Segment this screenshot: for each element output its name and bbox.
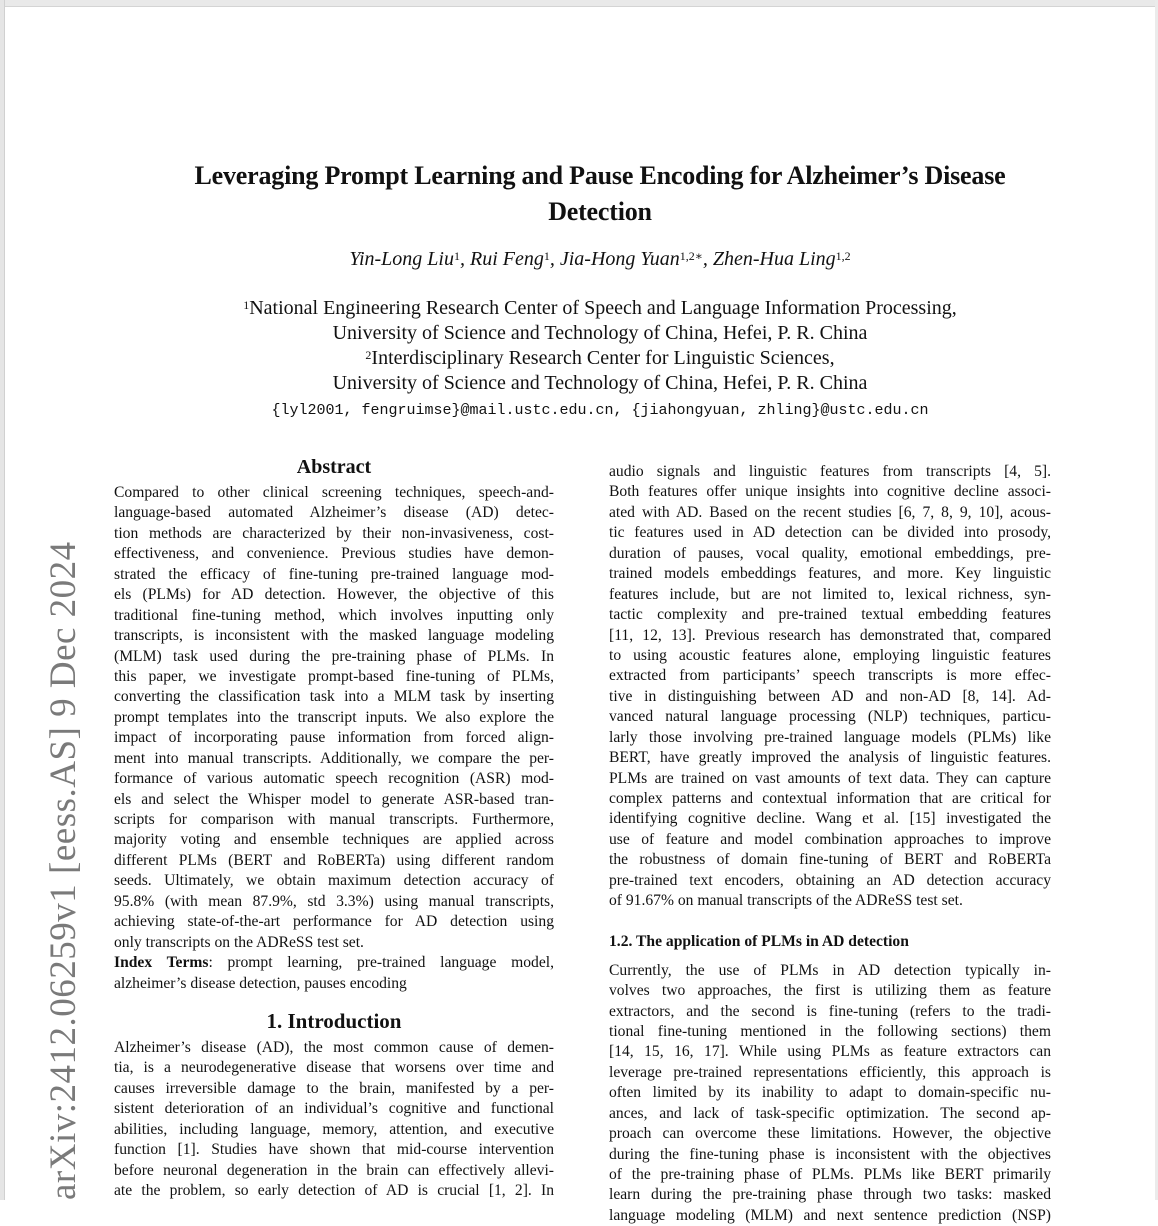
viewer-left-edge (0, 0, 5, 1200)
text-line: ate the problem, so early detection of AD is crucial [1, 2]. In (114, 1182, 554, 1199)
author-affiliation-marker: 1 (543, 249, 550, 263)
text-line: function [1]. Studies have shown that mid-course intervention (114, 1141, 554, 1159)
text-line: prompt templates into the transcript inputs. We also explore the (114, 708, 554, 726)
text-line: proach can overcome these limitations. However, the objective (609, 1125, 1051, 1143)
author-affiliation-marker: 1,2 (835, 249, 851, 263)
text-line: tive in distinguishing between AD and non-AD [8, 14]. Ad- (609, 687, 1051, 705)
author-separator: , (460, 248, 470, 270)
author-name: Yin-Long Liu (349, 248, 454, 270)
text-line: causes irreversible damage to the brain, manifested by a per- (114, 1079, 554, 1097)
text-line: tic features used in AD detection can be divided into prosody, (609, 524, 1051, 542)
plm-application-paragraph (609, 961, 1051, 1226)
affiliation-line: University of Science and Technology of China, Hefei, P. R. China (332, 322, 868, 344)
text-line: extractors, and the second is fine-tuning (refers to the tradi- (609, 1002, 1051, 1020)
text-line: audio signals and linguistic features from transcripts [4, 5]. (609, 463, 1051, 480)
text-line: PLMs are trained on vast amounts of text data. They can capture (609, 769, 1051, 787)
author-separator: , (702, 248, 713, 270)
text-line: seeds. Ultimately, we obtain maximum detection accuracy of (114, 872, 554, 890)
text-line: vanced natural language processing (NLP) techniques, particu- (609, 708, 1051, 726)
abstract-body (114, 483, 554, 953)
introduction-heading: 1. Introduction (266, 1008, 402, 1033)
text-line: larly those involving pre-trained language models (PLMs) like (609, 728, 1051, 746)
author-affiliation-marker: 1,2∗ (679, 249, 703, 263)
text-line: tactic complexity and pre-trained textual embedding features (609, 606, 1051, 624)
affiliation-line: $^1$National Engineering Research Center of Speech and Language Information Processing, (243, 297, 957, 319)
index-terms-label: Index Terms (114, 954, 209, 972)
text-line: different PLMs (BERT and RoBERTa) using different random (114, 851, 554, 869)
text-line: els and select the Whisper model to generate ASR-based tran- (114, 790, 554, 808)
viewer-top-edge (0, 0, 1158, 7)
text-line: use of feature and model combination approaches to improve (609, 830, 1051, 848)
text-line: during the fine-tuning phase is inconsistent with the objectives (609, 1145, 1051, 1163)
text-line: extracted from participants’ speech transcripts is more effec- (609, 667, 1051, 685)
text-line: pre-trained text encoders, obtaining an AD detection accuracy (609, 871, 1051, 889)
text-line: [11, 12, 13]. Previous research has demonstrated that, compared (609, 626, 1051, 644)
affiliation-line: University of Science and Technology of China, Hefei, P. R. China (332, 372, 868, 394)
text-line: (MLM) task used during the pre-training phase of PLMs. In (114, 647, 554, 665)
text-line: of 91.67% on manual transcripts of the ADReSS test set. (609, 892, 963, 910)
text-line: only transcripts on the ADReSS test set. (114, 933, 364, 951)
author-name: Jia-Hong Yuan (559, 248, 680, 270)
text-line: BERT, have greatly improved the analysis of linguistic features. (609, 749, 1051, 767)
index-terms: Index Terms: prompt learning, pre-trained language model, (114, 954, 554, 972)
text-line: features include, but are not limited to, lexical richness, syn- (609, 585, 1051, 603)
text-line: achieving state-of-the-art performance for AD detection using (114, 913, 554, 931)
text-line: 95.8% (with mean 87.9%, std 3.3%) using manual transcripts, (114, 892, 554, 910)
text-line: tional fine-tuning mentioned in the following sections) them (609, 1022, 1051, 1040)
text-line: converting the classification task into a MLM task by inserting (114, 688, 554, 706)
text-line: els (PLMs) for AD detection. However, the objective of this (114, 586, 554, 604)
text-line: Both features offer unique insights into cognitive decline associ- (609, 483, 1051, 501)
text-line: strated the efficacy of fine-tuning pre-trained language mod- (114, 565, 554, 583)
text-line: tion methods are characterized by their non-invasiveness, cost- (114, 524, 554, 542)
text-line: traditional fine-tuning method, which involves inputting only (114, 606, 554, 624)
text-line: the robustness of domain fine-tuning of BERT and RoBERTa (609, 851, 1051, 869)
text-line: sistent deterioration of an individual’s cognitive and functional (114, 1100, 554, 1118)
author-affiliation-marker: 1 (454, 249, 460, 263)
text-line: leverage pre-trained representations efficiently, this approach is (609, 1063, 1051, 1081)
background-paragraph (609, 462, 1051, 912)
author-emails: {lyl2001, fengruimse}@mail.ustc.edu.cn, {jiahongyuan, zhling}@ustc.edu.cn (271, 402, 929, 419)
text-line: complex patterns and contextual information that are critical for (609, 790, 1051, 807)
right-column (609, 462, 1051, 1226)
text-line: volves two approaches, the first is utilizing them as feature (609, 982, 1051, 1000)
affiliation-marker: 2 (365, 348, 372, 362)
text-line: transcripts, is inconsistent with the masked language modeling (114, 627, 554, 645)
author-name: Zhen-Hua Ling (712, 248, 836, 270)
affiliation-marker: 1 (243, 298, 250, 312)
index-terms-continued: alzheimer’s disease detection, pauses encoding (114, 974, 407, 992)
text-line: before neuronal degeneration in the brain can effectively allevi- (114, 1161, 554, 1179)
text-line: learn during the pre-training phase through two tasks: masked (609, 1186, 1051, 1204)
text-line: ment into manual transcripts. Additionally, we compare the per- (114, 749, 554, 767)
introduction-body (114, 1038, 554, 1202)
text-line: language-based automated Alzheimer’s disease (AD) detec- (114, 504, 554, 522)
arxiv-watermark: arXiv:2412.06259v1 [eess.AS] 9 Dec 2024 (43, 541, 84, 1200)
abstract-heading: Abstract (296, 456, 372, 478)
affiliations (100, 296, 1100, 396)
author-list (100, 245, 1100, 273)
text-line: scripts for comparison with manual transcripts. Furthermore, (114, 811, 554, 828)
text-line: identifying cognitive decline. Wang et al. [15] investigated the (609, 810, 1051, 828)
text-line: ated with AD. Based on the recent studies [6, 7, 8, 9, 10], acous- (609, 503, 1051, 521)
text-line: trained models embeddings features, and more. Key linguistic (609, 565, 1051, 583)
text-line: majority voting and ensemble techniques are applied across (114, 831, 554, 849)
text-line: abilities, including language, memory, attention, and executive (114, 1120, 554, 1138)
text-line: impact of incorporating pause information from forced align- (114, 729, 554, 747)
text-line: duration of pauses, vocal quality, emotional embeddings, pre- (609, 544, 1051, 562)
text-line: tia, is a neurodegenerative disease that worsens over time and (114, 1059, 554, 1077)
author-name: Rui Feng (470, 248, 544, 270)
text-line: Currently, the use of PLMs in AD detection typically in- (609, 961, 1051, 979)
text-line: effectiveness, and convenience. Previous studies have demon- (114, 545, 554, 563)
text-line: this paper, we investigate prompt-based fine-tuning of PLMs, (114, 667, 554, 685)
text-line: language modeling (MLM) and next sentence prediction (NSP) (609, 1206, 1051, 1224)
text-line: to using acoustic features alone, employing linguistic features (609, 646, 1051, 664)
left-column (114, 454, 554, 1201)
text-line: ances, and lack of task-specific optimization. The second ap- (609, 1104, 1051, 1122)
author-separator: , (549, 248, 560, 270)
text-line: [14, 15, 16, 17]. While using PLMs as feature extractors can (609, 1043, 1051, 1061)
affiliation-line: $^2$Interdisciplinary Research Center for Linguistic Sciences, (365, 347, 835, 369)
title-line-1: Leveraging Prompt Learning and Pause Encoding for Alzheimer’s Disease (194, 161, 1006, 190)
title-line-2: Detection (548, 197, 652, 226)
text-line: Alzheimer’s disease (AD), the most common cause of demen- (114, 1038, 554, 1056)
text-line: often limited by its inability to adapt to domain-specific nu- (609, 1084, 1051, 1102)
paper-title (100, 158, 1100, 230)
text-line: formance of various automatic speech recognition (ASR) mod- (114, 770, 554, 788)
text-line: Compared to other clinical screening techniques, speech-and- (114, 484, 554, 501)
subsection-heading: 1.2. The application of PLMs in AD detection (609, 932, 909, 950)
text-line: of the pre-training phase of PLMs. PLMs like BERT primarily (609, 1166, 1051, 1183)
